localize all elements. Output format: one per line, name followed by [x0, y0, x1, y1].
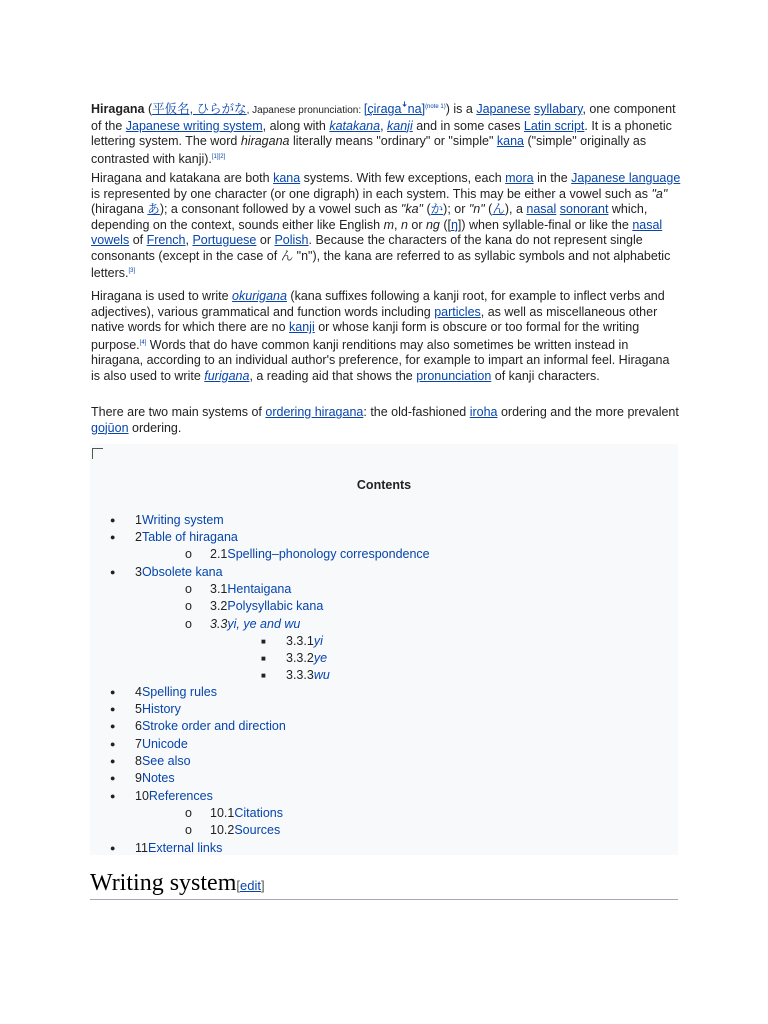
- link-particles[interactable]: particles: [434, 304, 481, 319]
- text: . Because the characters of the kana do not represent single consonants (except in the case of ん "n"), the kana are referred to as syllabic symbols and not alphabetic letters.: [91, 233, 671, 281]
- toc-bullet: ●: [110, 756, 116, 766]
- citation-ref[interactable]: [3]: [128, 268, 136, 274]
- text: ]: [260, 878, 265, 893]
- toc-number: 9: [135, 771, 142, 785]
- link-ordering-hiragana[interactable]: ordering hiragana: [265, 405, 364, 419]
- text: ); or: [443, 202, 469, 216]
- link-kanji[interactable]: kanji: [289, 320, 315, 334]
- toc-number: 8: [135, 754, 142, 768]
- text: of: [129, 233, 147, 247]
- toc-number: 3.1: [210, 582, 228, 596]
- edit-section: [236, 878, 264, 893]
- toc-bullet: ●: [110, 532, 116, 542]
- toc-item[interactable]: [110, 719, 286, 734]
- text: literally means "ordinary" or "simple": [289, 134, 497, 149]
- link-iroha[interactable]: iroha: [469, 405, 498, 419]
- text: Hiragana is used to write: [91, 289, 233, 303]
- text: Hiragana and katakana are both: [91, 171, 274, 185]
- toc-number: 5: [135, 702, 142, 716]
- link-kanji[interactable]: kanji: [387, 118, 413, 133]
- toc-number: 10.1: [210, 806, 235, 820]
- text: (hiragana: [91, 202, 148, 216]
- toc-bullet: o: [185, 806, 192, 820]
- text: is a: [449, 102, 477, 117]
- text: : the old-fashioned: [363, 405, 470, 419]
- toc-link[interactable]: Notes: [141, 771, 175, 785]
- text: "a": [651, 186, 668, 201]
- toc-link[interactable]: Writing system: [141, 513, 224, 527]
- toc-number: 6: [135, 719, 142, 733]
- text: Words that do have common kanji renditions may also sometimes be written instead in hiragana, according to an individual author's preference, for example to impart an informal feel. Hiragana is also used to write: [91, 337, 670, 383]
- text: in the: [533, 171, 572, 185]
- toc-link[interactable]: History: [141, 702, 181, 716]
- toc-item[interactable]: [185, 582, 292, 597]
- link-latin-script[interactable]: Latin script: [523, 118, 585, 133]
- text: n: [400, 217, 408, 232]
- ordering-paragraph: [91, 405, 681, 436]
- toc-item[interactable]: [185, 806, 283, 821]
- toc-link[interactable]: yi: [313, 634, 323, 648]
- text: , as well as miscellaneous other native words for which there are no: [91, 304, 658, 334]
- toc-item[interactable]: [261, 668, 330, 683]
- toc-bullet: o: [185, 823, 192, 837]
- toc-bullet: ●: [110, 721, 116, 731]
- toc-bullet: ●: [110, 773, 116, 783]
- text: or: [407, 217, 426, 232]
- toc-item[interactable]: [110, 789, 213, 804]
- text: [: [236, 878, 240, 893]
- toc-item[interactable]: [110, 565, 223, 580]
- toc-bullet: o: [185, 617, 192, 631]
- link-ng-ipa[interactable]: ŋ: [450, 217, 458, 232]
- link-french[interactable]: French: [146, 233, 186, 247]
- text: ([: [439, 217, 451, 232]
- toc-number: 2: [135, 530, 142, 544]
- toc-number: 3.3.2: [286, 651, 314, 665]
- toc-link[interactable]: Polysyllabic kana: [227, 599, 324, 613]
- toc-toggle-checkbox[interactable]: [92, 448, 103, 459]
- text: ng: [425, 217, 440, 232]
- text: There are two main systems of: [91, 405, 266, 419]
- text: which, depending on the context, sounds either like English: [91, 202, 648, 232]
- link-syllabary[interactable]: syllabary: [534, 102, 583, 117]
- toc-link[interactable]: Spelling rules: [141, 685, 217, 699]
- toc-item[interactable]: [110, 737, 188, 752]
- toc-bullet: ●: [110, 515, 116, 525]
- edit-link[interactable]: edit: [239, 878, 261, 893]
- text: ("simple" originally as contrasted with kanji).: [91, 134, 647, 166]
- toc-item[interactable]: [185, 547, 430, 562]
- toc-item[interactable]: [110, 754, 191, 769]
- toc-link[interactable]: Citations: [234, 806, 283, 820]
- text: ), a: [504, 202, 527, 216]
- text: ,: [393, 217, 401, 232]
- toc-number: 7: [135, 737, 142, 751]
- toc-bullet: ●: [110, 791, 116, 801]
- toc-number: 3: [135, 565, 142, 579]
- toc-bullet: ●: [110, 704, 116, 714]
- link-writing-system[interactable]: Japanese writing system: [125, 118, 263, 133]
- toc-item[interactable]: [110, 530, 238, 545]
- link-kana[interactable]: kana: [496, 134, 525, 149]
- toc-bullet: ●: [110, 739, 116, 749]
- link-nasal-vowels[interactable]: nasal vowels: [91, 217, 663, 247]
- text: m: [383, 217, 394, 232]
- usage-paragraph: [91, 289, 681, 384]
- link-ka[interactable]: か: [430, 202, 444, 216]
- toc-bullet: ●: [110, 843, 116, 853]
- toc-link[interactable]: yi, ye and wu: [227, 617, 301, 631]
- toc-number: 10.2: [210, 823, 235, 837]
- text: , a reading aid that shows the: [249, 368, 417, 383]
- toc-link[interactable]: Obsolete kana: [141, 565, 223, 579]
- toc-item[interactable]: [110, 841, 223, 856]
- link-okurigana[interactable]: okurigana: [232, 289, 287, 303]
- text: , along with: [262, 118, 330, 133]
- text: is represented by one character (or one digraph) in each system. This may be either a vowel such as: [91, 186, 652, 201]
- link-japanese-language[interactable]: Japanese language: [571, 171, 681, 185]
- link-a[interactable]: あ: [147, 202, 160, 216]
- toc-link[interactable]: Table of hiragana: [141, 530, 238, 544]
- link-n[interactable]: ん: [492, 202, 505, 216]
- text: ,: [185, 233, 193, 247]
- text: . It is a phonetic lettering system. The word: [91, 118, 672, 149]
- text: (: [423, 202, 431, 216]
- text: or whose kanji form is obscure or too formal for the writing purpose.: [91, 320, 640, 352]
- section-heading: [90, 870, 678, 900]
- toc-number: 10: [135, 789, 149, 803]
- text: systems. With few exceptions, each: [300, 171, 506, 185]
- toc-item[interactable]: [185, 599, 324, 614]
- toc-number: 1: [135, 513, 142, 527]
- toc-number: 4: [135, 685, 142, 699]
- toc-number: 3.3.1: [286, 634, 314, 648]
- link-mora[interactable]: mora: [505, 171, 534, 185]
- link-nasal[interactable]: nasal: [526, 202, 557, 216]
- kana-paragraph: [91, 171, 681, 282]
- link-polish[interactable]: Polish: [274, 233, 309, 247]
- toc-number: 3.2: [210, 599, 228, 613]
- link-gojuon[interactable]: gojūon: [91, 420, 129, 435]
- section-title: Writing system: [90, 870, 237, 896]
- toc-link[interactable]: Hentaigana: [227, 582, 292, 596]
- toc-bullet: o: [185, 599, 192, 613]
- toc-bullet: ■: [261, 654, 266, 663]
- link-pronunciation[interactable]: pronunciation: [416, 368, 492, 383]
- toc-link[interactable]: External links: [147, 841, 223, 855]
- link-sonorant[interactable]: sonorant: [559, 202, 609, 216]
- link-kana[interactable]: kana: [273, 171, 301, 185]
- text: ordering and the more prevalent: [497, 405, 679, 419]
- toc-number: 3.3.3: [286, 668, 314, 682]
- toc-link[interactable]: Sources: [234, 823, 281, 837]
- toc-link[interactable]: Stroke order and direction: [141, 719, 286, 733]
- note-ref[interactable]: (note 1): [425, 104, 446, 110]
- text: (: [144, 102, 153, 117]
- toc-link[interactable]: See also: [141, 754, 191, 768]
- text: hiragana: [240, 134, 290, 149]
- text: of kanji characters.: [491, 368, 600, 383]
- toc-item[interactable]: [110, 702, 181, 717]
- toc-number: 2.1: [210, 547, 228, 561]
- toc-link[interactable]: Spelling–phonology correspondence: [227, 547, 430, 561]
- toc-title: Contents: [356, 478, 412, 492]
- text: (: [484, 202, 493, 216]
- ipa-link[interactable]: [çiɾaɡaꜜna]: [363, 102, 426, 117]
- citation-ref[interactable]: [1][2]: [211, 153, 226, 160]
- toc-item[interactable]: [261, 651, 328, 666]
- toc-bullet: o: [185, 547, 192, 561]
- toc-bullet: o: [185, 582, 192, 596]
- toc-item[interactable]: [185, 617, 301, 632]
- toc-item[interactable]: [261, 634, 323, 649]
- text: or: [256, 233, 275, 247]
- text: "ka": [400, 202, 423, 216]
- table-of-contents: [90, 444, 678, 855]
- text: (kana suffixes following a kanji root, for example to inflect verbs and adjectives), various grammatical and function words including: [91, 289, 665, 319]
- toc-link[interactable]: References: [148, 789, 213, 803]
- toc-link[interactable]: Unicode: [141, 737, 188, 751]
- toc-item[interactable]: [110, 685, 217, 700]
- pronunciation-label: , Japanese pronunciation:: [246, 105, 364, 117]
- toc-bullet: ■: [261, 671, 266, 680]
- link-portuguese[interactable]: Portuguese: [192, 233, 257, 247]
- text: ordering.: [128, 420, 182, 435]
- toc-link[interactable]: ye: [313, 651, 328, 665]
- toc-link[interactable]: wu: [313, 668, 330, 682]
- text: , one component of the: [91, 102, 676, 133]
- text: "n": [468, 202, 485, 216]
- toc-bullet: ■: [261, 637, 266, 646]
- toc-item[interactable]: [110, 513, 224, 528]
- toc-number: 3.3: [210, 617, 228, 631]
- text: ]) when syllable-final or like the: [457, 217, 633, 232]
- text: ,: [380, 118, 388, 133]
- link-katakana[interactable]: katakana: [329, 118, 381, 133]
- citation-ref[interactable]: [4]: [139, 339, 147, 346]
- toc-item[interactable]: [110, 771, 175, 786]
- text: and in some cases: [412, 118, 524, 133]
- text: ); a consonant followed by a vowel such as: [159, 202, 401, 216]
- toc-item[interactable]: [185, 823, 281, 838]
- toc-number: 11: [135, 841, 148, 855]
- article-term: Hiragana: [91, 102, 145, 117]
- toc-bullet: ●: [110, 687, 116, 697]
- intro-paragraph: Hiragana (平仮名, ひらがな, Japanese pronunciation: [çiɾaɡaꜜna]$^{(note 1)}$) is a Japanese syllabary, one component of the Japanese writing system, along with katakana, kanji and in some cases Latin script. It is a phonetic lettering system. The word hiragana literally means "ordinary" or "simple" kana ("simple" originally as contrasted with kanji).[1][2]: [91, 102, 676, 166]
- native-script-link[interactable]: 平仮名, ひらがな: [152, 102, 247, 117]
- toc-bullet: ●: [110, 567, 116, 577]
- link-furigana[interactable]: furigana: [204, 368, 250, 383]
- link-japanese[interactable]: Japanese: [476, 102, 531, 117]
